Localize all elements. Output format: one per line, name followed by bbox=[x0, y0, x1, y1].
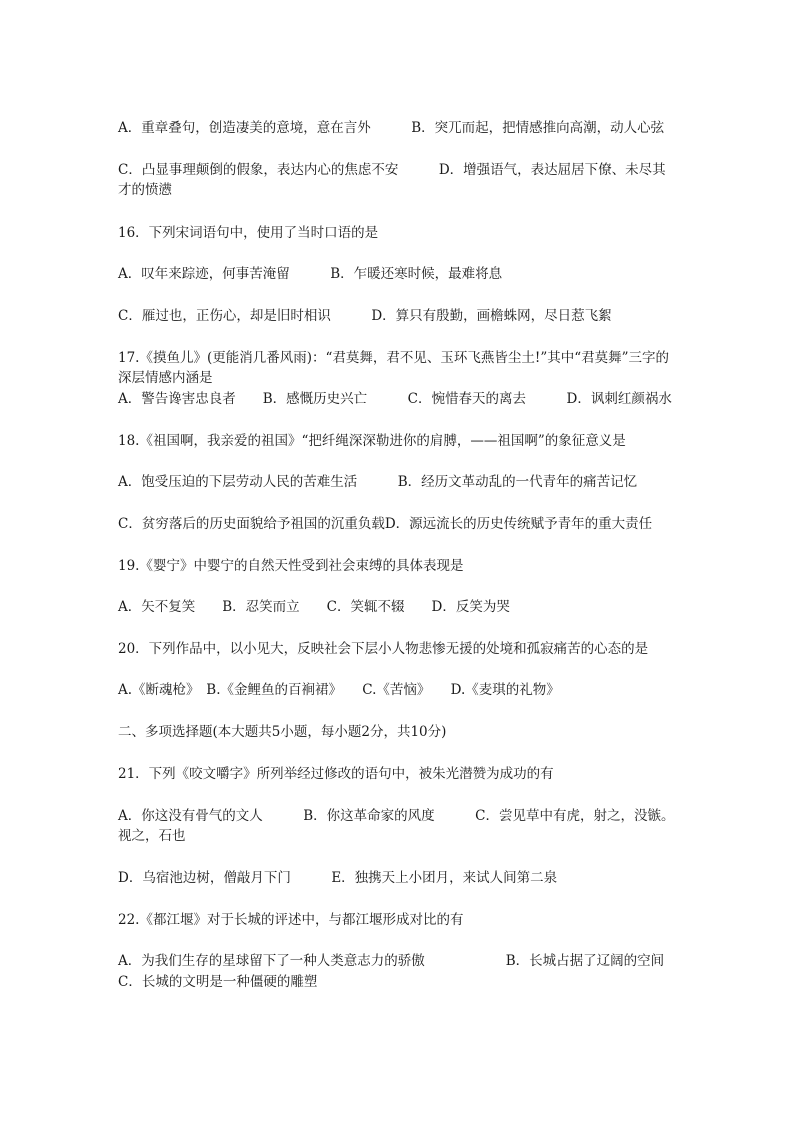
option-line-21de: D．乌宿池边树，僧敲月下门 E．独携天上小团月，来试人间第二泉 bbox=[118, 870, 558, 886]
option-line-22ab: A．为我们生存的星球留下了一种人类意志力的骄傲 B．长城占据了辽阔的空间 bbox=[118, 953, 665, 969]
question-20: 20．下列作品中，以小见大，反映社会下层小人物悲惨无援的处境和孤寂痛苦的心态的是 bbox=[118, 641, 649, 657]
option-line-19: A．矢不复笑 B．忍笑而立 C．笑辄不辍 D．反笑为哭 bbox=[118, 599, 510, 615]
question-19: 19.《婴宁》中婴宁的自然天性受到社会束缚的具体表现是 bbox=[118, 558, 464, 574]
question-17: 17.《摸鱼儿》(更能消几番风雨)：“君莫舞，君不见、玉环飞燕皆尘土!”其中“君莫舞”三字的深层情感内涵是 bbox=[118, 350, 670, 386]
option-line-22c: C．长城的文明是一种僵硬的雕塑 bbox=[118, 974, 318, 990]
option-line-18ab: A．饱受压迫的下层劳动人民的苦难生活 B．经历文革动乱的一代青年的痛苦记忆 bbox=[118, 474, 638, 490]
option-line-18cd: C．贫穷落后的历史面貌给予祖国的沉重负载D．源远流长的历史传统赋予青年的重大责任 bbox=[118, 516, 653, 532]
question-21: 21．下列《咬文嚼字》所列举经过修改的语句中，被朱光潜赞为成功的有 bbox=[118, 766, 554, 782]
option-line-15ab: A．重章叠句，创造凄美的意境，意在言外 B．突兀而起，把情感推向高潮，动人心弦 bbox=[118, 120, 665, 136]
option-line-21abc: A．你这没有骨气的文人 B．你这革命家的风度 C．尝见草中有虎，射之，没镞。视之，石也 bbox=[118, 808, 675, 844]
option-line-16ab: A．叹年来踪迹，何事苦淹留 B．乍暖还寒时候，最难将息 bbox=[118, 266, 503, 282]
question-18: 18.《祖国啊，我亲爱的祖国》“把纤绳深深勒进你的肩膊，——祖国啊”的象征意义是 bbox=[118, 433, 626, 449]
option-line-16cd: C．雁过也，正伤心，却是旧时相识 D．算只有殷勤，画檐蛛网，尽日惹飞絮 bbox=[118, 308, 612, 324]
question-22: 22.《都江堰》对于长城的评述中，与都江堰形成对比的有 bbox=[118, 912, 464, 928]
section-heading-multiple-choice: 二、多项选择题(本大题共5小题，每小题2分，共10分) bbox=[118, 724, 447, 740]
option-line-20: A.《断魂枪》 B.《金鲤鱼的百裥裙》 C.《苦恼》 D.《麦琪的礼物》 bbox=[118, 682, 560, 698]
question-16: 16．下列宋词语句中，使用了当时口语的是 bbox=[118, 225, 379, 241]
option-line-15cd: C．凸显事理颠倒的假象，表达内心的焦虑不安 D．增强语气，表达屈居下僚、未尽其才的愤懑 bbox=[118, 162, 666, 198]
option-line-17: A．警告谗害忠良者 B．感慨历史兴亡 C．惋惜春天的离去 D．讽刺红颜祸水 bbox=[118, 391, 672, 407]
